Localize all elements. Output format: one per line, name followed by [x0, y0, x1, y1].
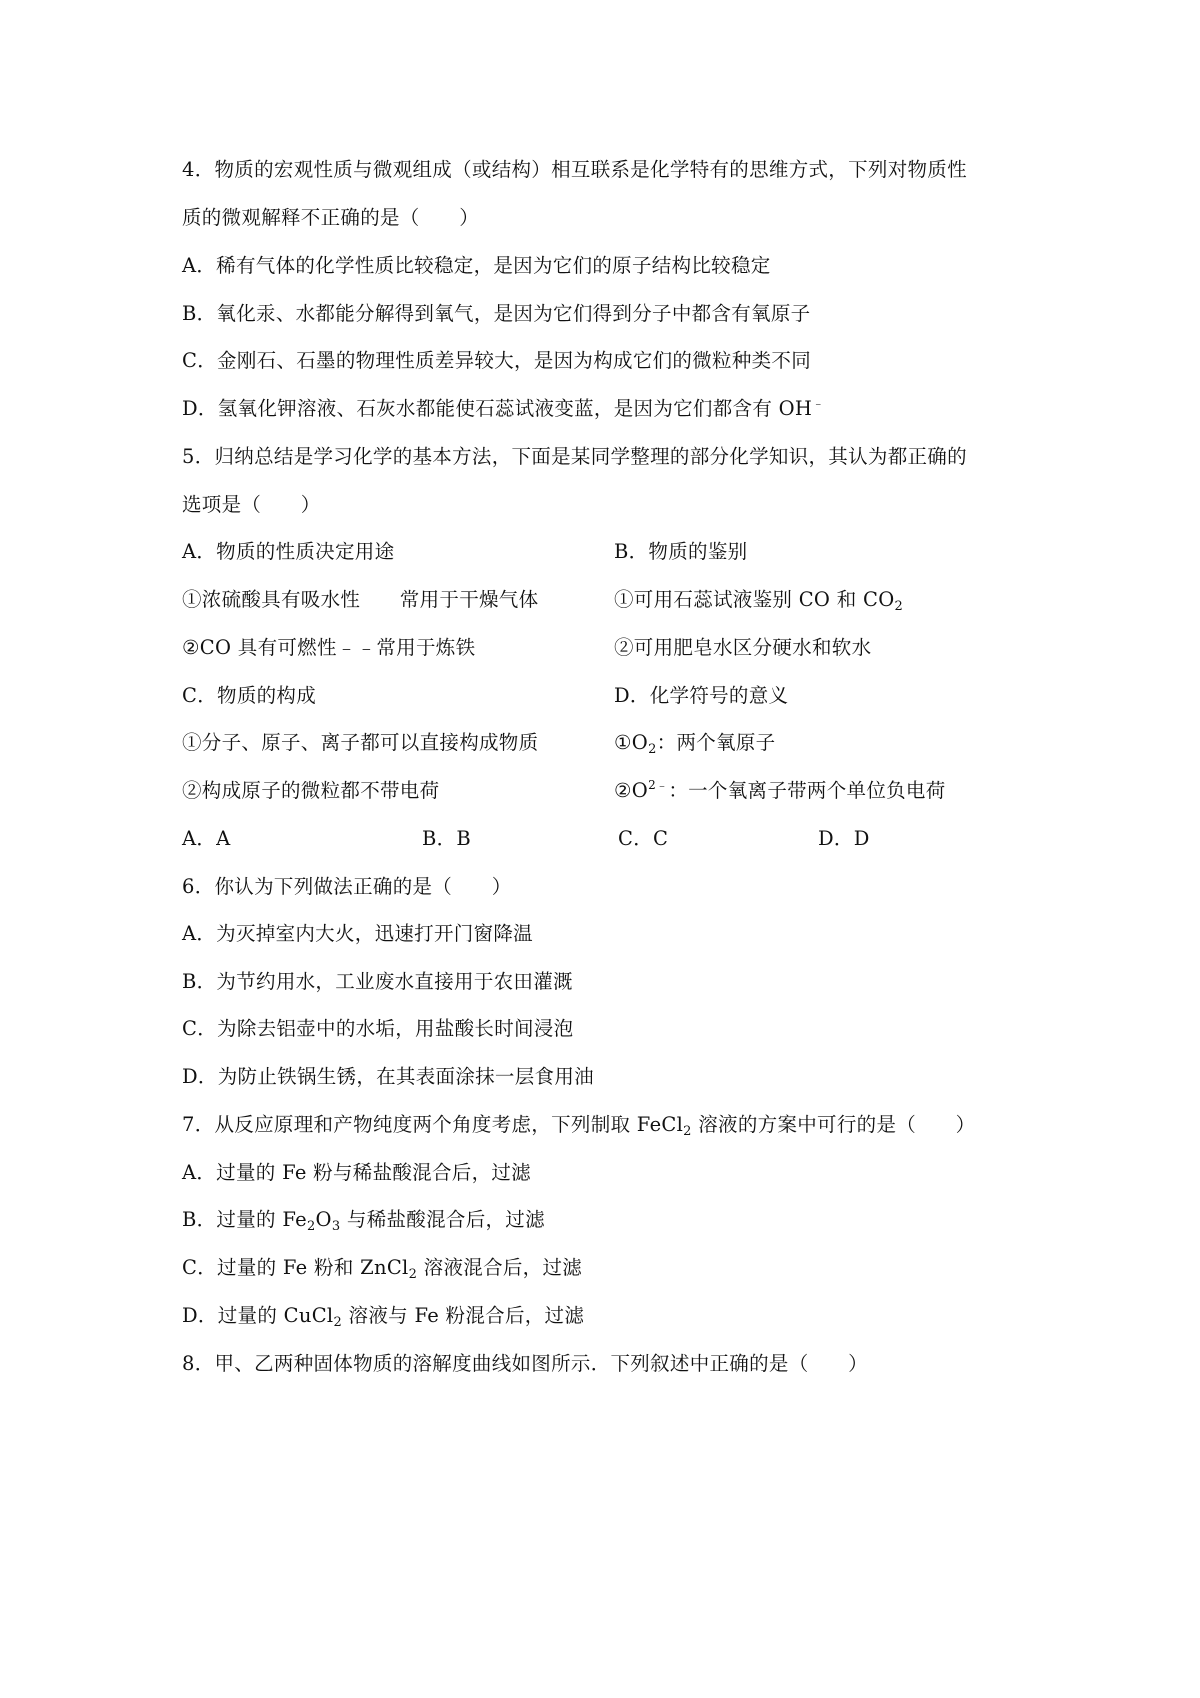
q7-option-b-s2: 3: [331, 1219, 341, 1234]
q5-row-items2-cd: [182, 777, 1062, 805]
q5-d-title: D．化学符号的意义: [614, 684, 789, 707]
q5-d-item1-suffix: ：两个氧原子: [656, 731, 776, 754]
q5-a-title: A．物质的性质决定用途: [182, 540, 395, 563]
q7-option-b: [182, 1206, 1062, 1234]
q7-option-d-sub: 2: [333, 1315, 343, 1330]
q5-answer-c: C．C: [618, 827, 669, 850]
q5-answer-a: A．A: [182, 827, 231, 850]
q6-option-a: A．为灭掉室内大火，迅速打开门窗降温: [182, 922, 533, 945]
q7-option-d-suffix: 溶液与 Fe 粉混合后，过滤: [342, 1304, 585, 1327]
q4-option-d-sup: ﹣: [812, 396, 825, 410]
q7-option-a: A．过量的 Fe 粉与稀盐酸混合后，过滤: [182, 1161, 531, 1184]
q5-b-item2: ②可用肥皂水区分硬水和软水: [614, 636, 872, 659]
q5-d-item2-sup: 2﹣: [648, 778, 669, 792]
q5-b-item1-text: ①可用石蕊试液鉴别 CO 和 CO: [614, 588, 895, 611]
q7-stem: [182, 1111, 1062, 1139]
q4-stem-line2: 质的微观解释不正确的是（ ）: [182, 206, 480, 229]
q4-option-c: C．金刚石、石墨的物理性质差异较大，是因为构成它们的微粒种类不同: [182, 349, 812, 372]
q5-d-item1-sub: 2: [648, 742, 657, 757]
q7-stem-suffix: 溶液的方案中可行的是（ ）: [691, 1113, 976, 1136]
q7-option-c: [182, 1254, 1062, 1282]
q4-stem-line1: 4．物质的宏观性质与微观组成（或结构）相互联系是化学特有的思维方式，下列对物质性: [182, 158, 967, 181]
q7-option-b-s1: 2: [306, 1219, 316, 1234]
q5-b-title: B．物质的鉴别: [614, 540, 748, 563]
q5-row-titles-cd: [182, 682, 1062, 710]
q5-a-item2: ②CO 具有可燃性﹣﹣常用于炼铁: [182, 636, 476, 659]
q5-d-item2: [614, 777, 946, 805]
q7-option-b-p3: 与稀盐酸混合后，过滤: [340, 1208, 545, 1231]
q4-option-d: [182, 395, 1062, 423]
q5-b-item1: [614, 586, 903, 614]
q5-stem-line2: 选项是（ ）: [182, 493, 321, 516]
q6-stem: 6．你认为下列做法正确的是（ ）: [182, 875, 512, 898]
q7-stem-sub: 2: [683, 1124, 692, 1139]
q7-option-b-p2: O: [315, 1208, 332, 1231]
q6-option-d: D．为防止铁锅生锈，在其表面涂抹一层食用油: [182, 1065, 594, 1088]
q7-option-b-p1: B．过量的 Fe: [182, 1208, 307, 1231]
q7-option-d-prefix: D．过量的 CuCl: [182, 1304, 334, 1327]
q4-option-a: A．稀有气体的化学性质比较稳定，是因为它们的原子结构比较稳定: [182, 254, 771, 277]
q7-option-c-prefix: C．过量的 Fe 粉和 ZnCl: [182, 1256, 409, 1279]
q7-stem-prefix: 7．从反应原理和产物纯度两个角度考虑，下列制取 FeCl: [182, 1113, 684, 1136]
q4-option-b: B．氧化汞、水都能分解得到氧气，是因为它们得到分子中都含有氧原子: [182, 302, 811, 325]
q5-row-items1-cd: [182, 729, 1062, 757]
q5-a-item1: ①浓硫酸具有吸水性 常用于干燥气体: [182, 588, 539, 611]
q6-option-b: B．为节约用水，工业废水直接用于农田灌溉: [182, 970, 573, 993]
q5-stem-line1: 5．归纳总结是学习化学的基本方法，下面是某同学整理的部分化学知识，其认为都正确的: [182, 445, 967, 468]
q5-row-items2-ab: [182, 634, 1062, 662]
q7-option-c-suffix: 溶液混合后，过滤: [417, 1256, 583, 1279]
q5-b-item1-sub: 2: [894, 599, 904, 614]
q5-answer-b: B．B: [422, 827, 472, 850]
q7-option-d: [182, 1302, 1062, 1330]
q5-row-titles-ab: [182, 538, 1062, 566]
q5-d-item2-suffix: ：一个氧离子带两个单位负电荷: [668, 779, 946, 802]
q7-option-c-sub: 2: [408, 1267, 418, 1282]
q5-answer-d: D．D: [818, 827, 870, 850]
q5-c-item1: ①分子、原子、离子都可以直接构成物质: [182, 731, 539, 754]
q4-option-d-text: D．氢氧化钾溶液、石灰水都能使石蕊试液变蓝，是因为它们都含有 OH: [182, 397, 813, 420]
q5-d-item1-prefix: ①O: [614, 731, 649, 754]
q6-option-c: C．为除去铝壶中的水垢，用盐酸长时间浸泡: [182, 1017, 574, 1040]
q5-d-item2-prefix: ②O: [614, 779, 649, 802]
q5-c-item2: ②构成原子的微粒都不带电荷: [182, 779, 440, 802]
q5-d-item1: [614, 729, 775, 757]
q8-stem: 8．甲、乙两种固体物质的溶解度曲线如图所示．下列叙述中正确的是（ ）: [182, 1352, 868, 1375]
q5-row-items1-ab: [182, 586, 1062, 614]
q5-answer-options: [182, 825, 1062, 853]
q5-c-title: C．物质的构成: [182, 684, 317, 707]
